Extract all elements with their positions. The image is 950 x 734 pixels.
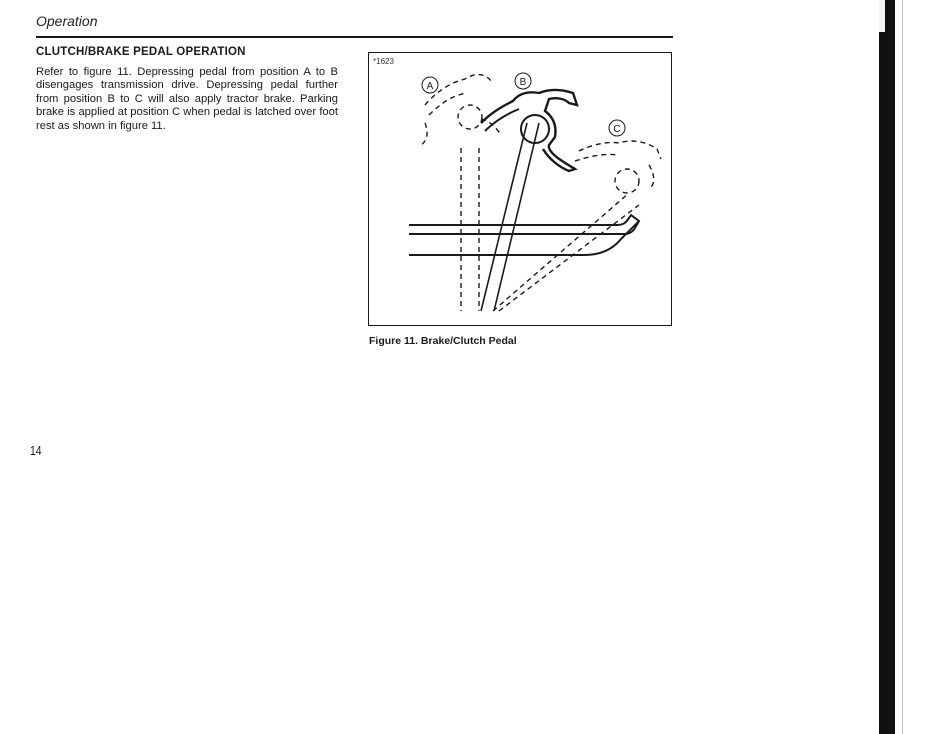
instruction-paragraph: Refer to figure 11. Depressing pedal from position A to B disengages transmission drive. Depressing pedal further from position B to C will also apply tractor brake. Parking brake is applied at position C when pedal is latched over foot rest as shown in figure 11. — [36, 66, 338, 132]
pedal-lever — [481, 123, 539, 311]
pedal-pad-b — [481, 90, 577, 171]
pedal-diagram — [369, 53, 671, 325]
binding-edge — [879, 0, 895, 734]
position-label-a: A — [426, 81, 434, 92]
binding-line — [902, 0, 903, 734]
foot-rest-bar — [409, 215, 639, 234]
position-label-b: B — [519, 77, 527, 88]
section-heading: CLUTCH/BRAKE PEDAL OPERATION — [36, 46, 246, 58]
figure-frame — [368, 52, 672, 326]
figure-caption: Figure 11. Brake/Clutch Pedal — [369, 335, 517, 347]
page-number: 14 — [30, 443, 42, 458]
binding-notch — [879, 0, 885, 32]
position-label-c: C — [613, 124, 621, 135]
figure-id-label: *1623 — [373, 57, 394, 66]
section-header: Operation — [36, 13, 98, 29]
header-rule — [36, 36, 673, 38]
